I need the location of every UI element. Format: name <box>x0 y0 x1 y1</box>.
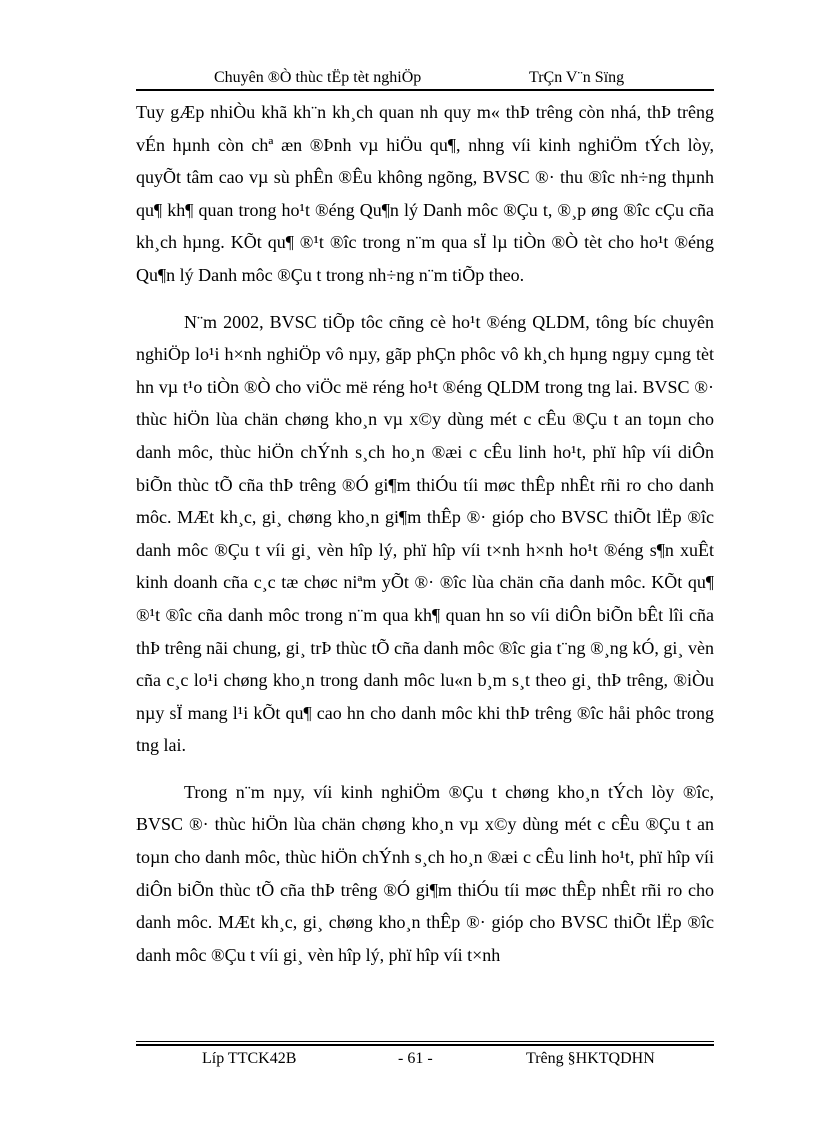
paragraph-1: Tuy gÆp nhiÒu khã kh¨n kh¸ch quan nh quy m« thÞ trêng còn nhá, thÞ trêng vÉn hµnh còn chª æn ®Þnh vµ hiÖu qu¶, nhng víi kinh nghiÖm tÝch lòy, quyÕt tâm cao vµ sù phÊn ®Êu không ngõng, BVSC ®· thu ®îc nh÷ng thµnh qu¶ kh¶ quan trong ho¹t ®éng Qu¶n lý Danh môc ®Çu t, ®¸p øng ®îc cÇu cña kh¸ch hµng. KÕt qu¶ ®¹t ®îc trong n¨m qua sÏ lµ tiÒn ®Ò tèt cho ho¹t ®éng Qu¶n lý Danh môc ®Çu t trong nh÷ng n¨m tiÕp theo. <box>136 102 714 285</box>
page-footer <box>136 1050 714 1074</box>
page-number: - 61 - <box>398 1050 433 1067</box>
page-header <box>136 64 714 88</box>
header-title: Chuyên ®Ò thùc tËp tèt nghiÖp <box>214 69 422 86</box>
header-rule <box>136 89 714 91</box>
footer-rule-bottom <box>136 1044 714 1046</box>
footer-rule-top <box>136 1041 714 1042</box>
footer-class: Líp TTCK42B <box>202 1050 297 1067</box>
document-body <box>136 96 714 971</box>
footer-university: Trêng §HKTQDHN <box>526 1050 655 1067</box>
header-author: TrÇn V¨n Sïng <box>529 69 625 86</box>
paragraph-2: N¨m 2002, BVSC tiÕp tôc cñng cè ho¹t ®éng QLDM, tông bíc chuyên nghiÖp lo¹i h×nh nghiÖp vô nµy, gãp phÇn phôc vô kh¸ch hµng ngµy cµng tèt hn vµ t¹o tiÒn ®Ò cho viÖc më réng ho¹t ®éng QLDM trong tng lai. BVSC ®· thùc hiÖn lùa chän chøng kho¸n vµ x©y dùng mét c cÊu ®Çu t an toµn cho danh môc, thùc hiÖn chÝnh s¸ch ho¸n ®æi c cÊu linh ho¹t, phï hîp víi diÔn biÕn thùc tÕ cña thÞ trêng ®Ó gi¶m thiÓu tíi møc thÊp nhÊt rñi ro cho danh môc. MÆt kh¸c, gi¸ chøng kho¸n gi¶m thÊp ®· gióp cho BVSC thiÕt lËp ®îc danh môc ®Çu t víi gi¸ vèn hîp lý, phï hîp víi t×nh h×nh ho¹t ®éng s¶n xuÊt kinh doanh cña c¸c tæ chøc niªm yÕt ®· ®îc lùa chän cña danh môc. KÕt qu¶ ®¹t ®îc cña danh môc trong n¨m qua kh¶ quan hn so víi diÔn biÕn bÊt lîi cña thÞ trêng nãi chung, gi¸ trÞ thùc tÕ cña danh môc ®îc gia t¨ng ®¸ng kÓ, gi¸ vèn cña c¸c lo¹i chøng kho¸n trong danh môc lu«n b¸m s¸t theo gi¸ thÞ trêng, ®iÒu nµy sÏ mang l¹i kÕt qu¶ cao hn cho danh môc khi thÞ trêng ®îc håi phôc trong tng lai. <box>136 311 714 756</box>
paragraph-3: Trong n¨m nµy, víi kinh nghiÖm ®Çu t chøng kho¸n tÝch lòy ®îc, BVSC ®· thùc hiÖn lùa chän chøng kho¸n vµ x©y dùng mét c cÊu ®Çu t an toµn cho danh môc, thùc hiÖn chÝnh s¸ch ho¸n ®æi c cÊu linh ho¹t, phï hîp víi diÔn biÕn thùc tÕ cña thÞ trêng ®Ó gi¶m thiÓu tíi møc thÊp nhÊt rñi ro cho danh môc. MÆt kh¸c, gi¸ chøng kho¸n thÊp ®· gióp cho BVSC thiÕt lËp ®îc danh môc ®Çu t víi gi¸ vèn hîp lý, phï hîp víi t×nh <box>136 781 714 965</box>
